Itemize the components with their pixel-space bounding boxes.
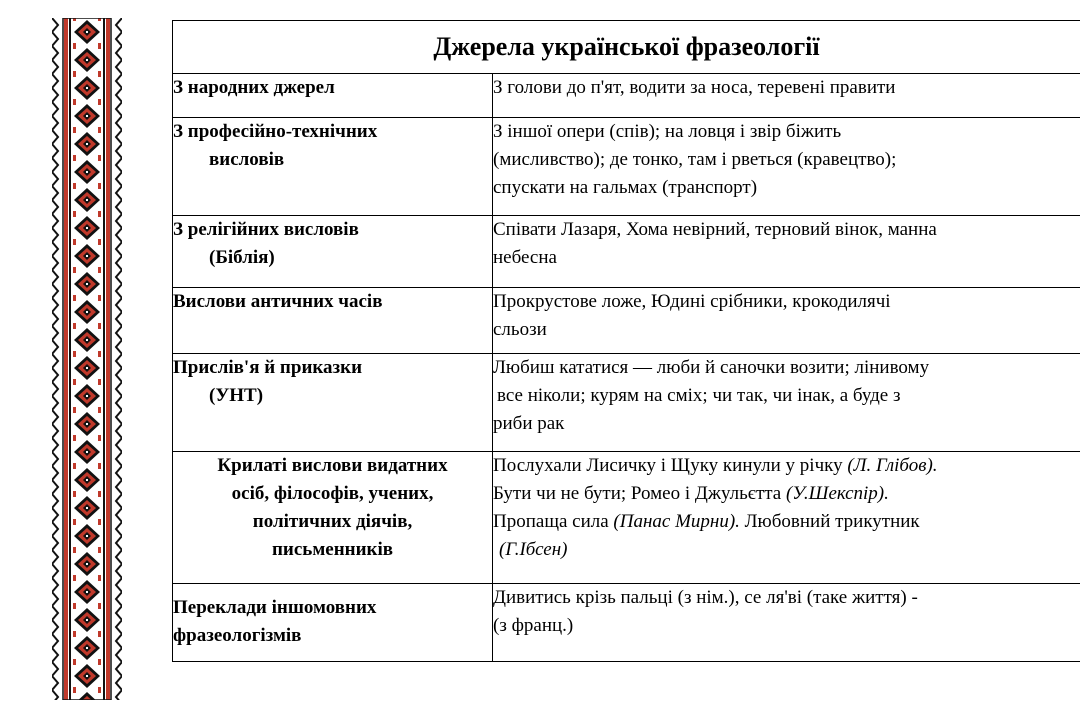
source-cell <box>173 216 493 288</box>
table-row <box>173 288 1080 354</box>
table-header-row <box>173 21 1080 74</box>
examples-text: Прокрустове ложе, Юдині срібники, крокодилячі <box>493 291 891 312</box>
source-cell <box>173 118 493 216</box>
source-text: З професійно-технічних <box>173 121 378 142</box>
examples-cell <box>493 216 1080 288</box>
source-text: (Біблія) <box>209 247 275 268</box>
examples-line <box>493 508 1080 536</box>
source-cell <box>173 354 493 452</box>
source-text: політичних діячів, <box>252 511 413 532</box>
source-text: Вислови античних часів <box>173 291 383 312</box>
examples-text: Любовний трикутник <box>739 511 920 532</box>
examples-cell <box>493 74 1080 118</box>
examples-text: З голови до п'ят, водити за носа, теревені правити <box>493 77 896 98</box>
table-row <box>173 216 1080 288</box>
author-attribution: (Л. Глібов). <box>847 455 938 476</box>
examples-text: спускати на гальмах (транспорт) <box>493 177 758 198</box>
source-text: висловів <box>209 149 285 170</box>
source-text: Переклади іншомовних <box>173 597 377 618</box>
examples-text: Любиш кататися — люби й саночки возити; лінивому <box>493 357 930 378</box>
table-title: Джерела української фразеології <box>173 21 1080 74</box>
author-attribution: (У.Шекспір). <box>785 483 889 504</box>
phraseology-sources-table <box>172 20 1080 662</box>
examples-cell <box>493 288 1080 354</box>
source-text: Прислів'я й приказки <box>173 357 363 378</box>
examples-cell <box>493 452 1080 584</box>
source-cell <box>173 452 493 584</box>
source-cell <box>173 584 493 662</box>
source-cell <box>173 288 493 354</box>
examples-text: Дивитись крізь пальці (з нім.), се ля'ві (таке життя) - <box>493 587 918 608</box>
source-text: З народних джерел <box>173 77 335 98</box>
examples-text: все ніколи; курям на сміх; чи так, чи інак, а буде з <box>497 385 901 406</box>
examples-text: сльози <box>493 319 547 340</box>
table-row <box>173 452 1080 584</box>
examples-text: небесна <box>493 247 557 268</box>
author-attribution: (Панас Мирни). <box>613 511 740 532</box>
author-attribution: (Г.Ібсен) <box>499 539 568 560</box>
examples-cell <box>493 354 1080 452</box>
examples-text: Бути чи не бути; Ромео і Джульєтта <box>493 483 786 504</box>
examples-line <box>493 536 1080 564</box>
table-row <box>173 584 1080 662</box>
examples-text: З іншої опери (спів); на ловця і звір біжить <box>493 121 842 142</box>
source-text: Крилаті вислови видатних <box>217 455 448 476</box>
examples-text: Пропаща сила <box>493 511 614 532</box>
examples-cell <box>493 118 1080 216</box>
examples-text: (з франц.) <box>493 615 574 636</box>
source-text: З релігійних висловів <box>173 219 359 240</box>
ukrainian-embroidery-border <box>52 18 122 700</box>
source-text: (УНТ) <box>209 385 264 406</box>
examples-text: Співати Лазаря, Хома невірний, терновий вінок, манна <box>493 219 937 240</box>
source-text: фразеологізмів <box>173 625 302 646</box>
examples-cell <box>493 584 1080 662</box>
source-text: осіб, філософів, учених, <box>231 483 434 504</box>
examples-line <box>493 480 1080 508</box>
examples-text: Послухали Лисичку і Щуку кинули у річку <box>493 455 848 476</box>
source-cell <box>173 74 493 118</box>
table-row <box>173 354 1080 452</box>
table-row <box>173 118 1080 216</box>
source-text: письменників <box>271 539 394 560</box>
examples-line <box>493 452 1080 480</box>
examples-text: риби рак <box>493 413 565 434</box>
examples-text: (мисливство); де тонко, там і рветься (кравецтво); <box>493 149 897 170</box>
table-row <box>173 74 1080 118</box>
